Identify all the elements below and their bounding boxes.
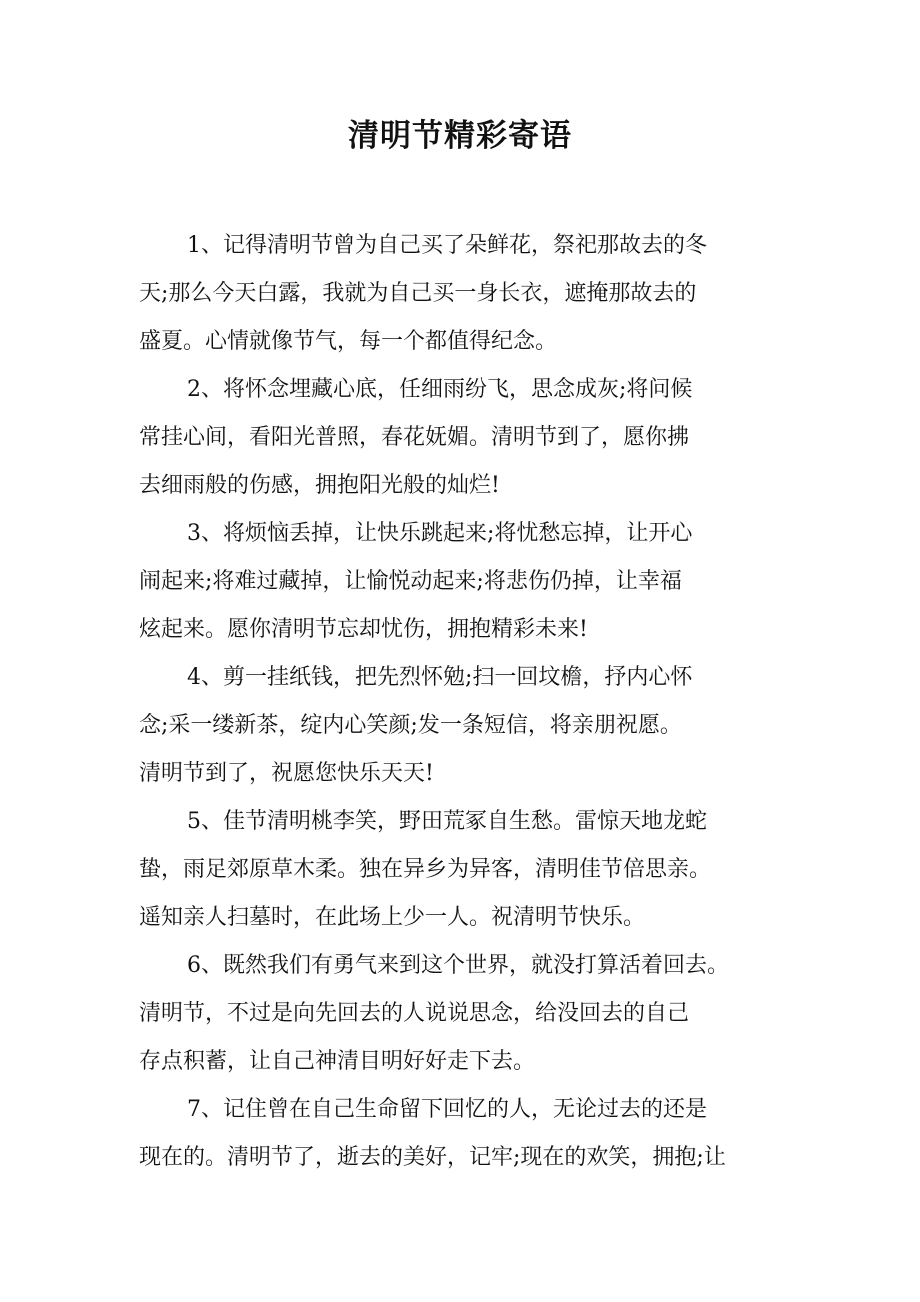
- paragraph-5-line-3: 遥知亲人扫墓时，在此场上少一人。祝清明节快乐。: [139, 905, 646, 930]
- paragraph-7-line-1: 7、记住曾在自己生命留下回忆的人，无论过去的还是: [187, 1097, 707, 1122]
- document-body: [139, 222, 829, 1182]
- paragraph-6-line-3: 存点积蓄，让自己神清目明好好走下去。: [139, 1049, 536, 1074]
- paragraph-5-line-1: 5、佳节清明桃李笑，野田荒冢自生愁。雷惊天地龙蛇: [187, 809, 707, 834]
- paragraph-1-line-3: 盛夏。心情就像节气，每一个都值得纪念。: [139, 329, 558, 354]
- paragraph-1-line-1: 1、记得清明节曾为自己买了朵鲜花，祭祀那故去的冬: [187, 233, 707, 258]
- paragraph-4-line-1: 4、剪一挂纸钱，把先烈怀勉;扫一回坟檐，抒内心怀: [187, 665, 693, 690]
- paragraph-2-line-3: 去细雨般的伤感，拥抱阳光般的灿烂!: [139, 473, 500, 498]
- paragraph-6-line-2: 清明节，不过是向先回去的人说说思念，给没回去的自己: [139, 1001, 690, 1026]
- paragraph-2-line-2: 常挂心间，看阳光普照，春花妩媚。清明节到了，愿你拂: [139, 425, 690, 450]
- document-title: 清明节精彩寄语: [348, 118, 572, 154]
- paragraph-3-line-3: 炫起来。愿你清明节忘却忧伤，拥抱精彩未来!: [139, 617, 588, 642]
- paragraph-5-line-2: 蛰，雨足郊原草木柔。独在异乡为异客，清明佳节倍思亲。: [139, 857, 712, 882]
- paragraph-4-line-2: 念;采一缕新茶，绽内心笑颜;发一条短信，将亲朋祝愿。: [139, 713, 682, 738]
- paragraph-4-line-3: 清明节到了，祝愿您快乐天天!: [139, 761, 434, 786]
- paragraph-7-line-2: 现在的。清明节了，逝去的美好，记牢;现在的欢笑，拥抱;让: [139, 1145, 726, 1170]
- paragraph-1-line-2: 天;那么今天白露，我就为自己买一身长衣，遮掩那故去的: [139, 281, 697, 306]
- paragraph-6-line-1: 6、既然我们有勇气来到这个世界，就没打算活着回去。: [187, 953, 729, 978]
- paragraph-2-line-1: 2、将怀念埋藏心底，任细雨纷飞，思念成灰;将问候: [187, 377, 693, 402]
- paragraph-3-line-1: 3、将烦恼丢掉，让快乐跳起来;将忧愁忘掉，让开心: [187, 521, 693, 546]
- paragraph-3-line-2: 闹起来;将难过藏掉，让愉悦动起来;将悲伤仍掉，让幸福: [139, 569, 682, 594]
